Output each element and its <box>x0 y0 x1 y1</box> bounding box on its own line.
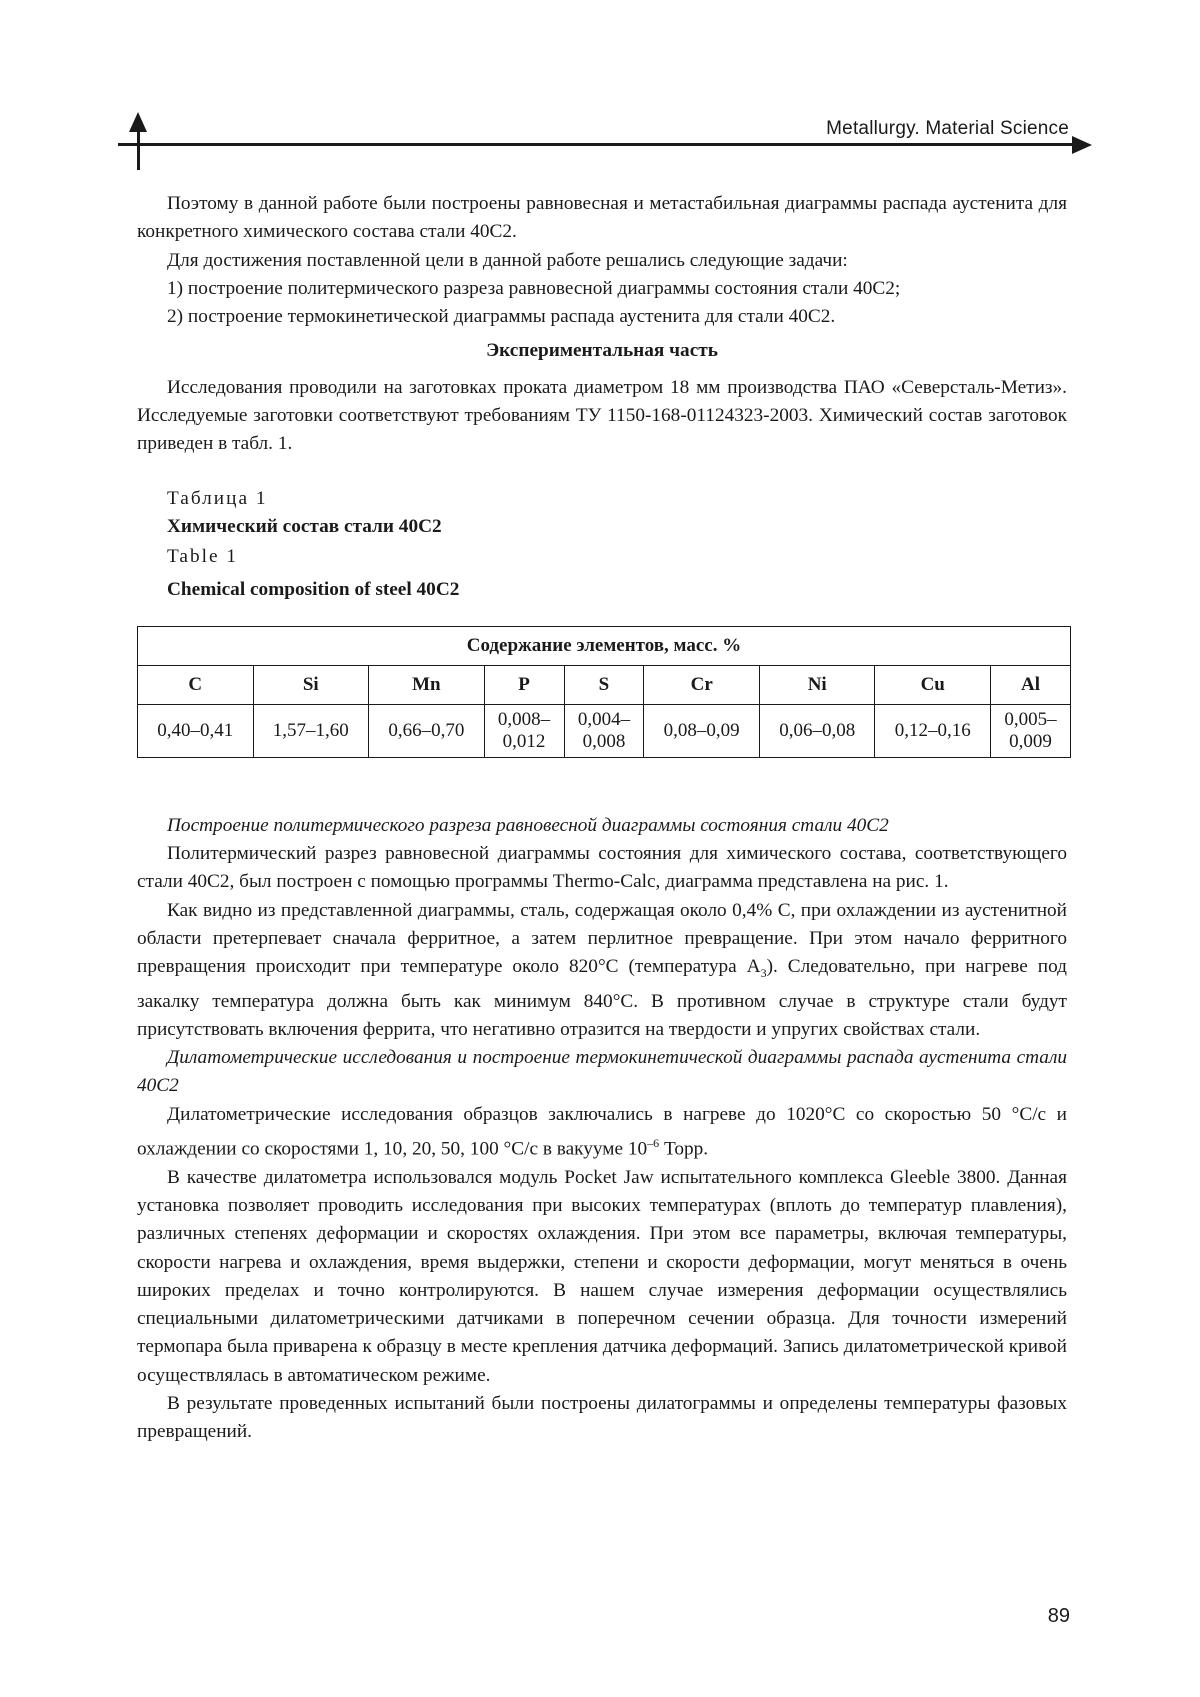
table-group-header: Содержание элементов, масс. % <box>138 626 1071 665</box>
paragraph-text: ). Следовательно, при нагреве под закалку температура должна быть как минимум 840°С. В противном случае в структуре стали будут присутствовать включения феррита, что негативно отразится на твердости и упругих свойствах стали. <box>137 956 1067 1040</box>
paragraph: Политермический разрез равновесной диаграммы состояния для химического состава, соответствующего стали 40С2, был построен с помощью программы Thermo-Calc, диаграмма представлена на рис. 1. <box>137 843 1067 893</box>
paragraph-text: Торр. <box>659 1138 709 1160</box>
paragraph <box>137 1101 1067 1164</box>
table-label-ru: Таблица 1 <box>167 487 268 509</box>
superscript: –6 <box>647 1135 660 1150</box>
paragraph-text: Как видно из представленной диаграммы, сталь, содержащая около 0,4% С, при охлаждении из аустенитной области претерпевает сначала ферритное, а затем перлитное превращение. При этом начало ферритного превращения происходит при температуре около 820°С (температура А <box>137 899 1067 978</box>
journal-section-title: Metallurgy. Material Science <box>826 118 1069 139</box>
table-group-header-row <box>138 626 1071 665</box>
table-cell: 0,004– 0,008 <box>564 704 644 757</box>
column-header: P <box>484 665 564 704</box>
composition-table <box>137 626 1071 758</box>
table-header-row <box>138 665 1071 704</box>
column-header: Ni <box>759 665 875 704</box>
header-rule <box>118 143 1073 146</box>
table-cell: 1,57–1,60 <box>253 704 369 757</box>
subscript: 3 <box>760 966 767 981</box>
paragraph: Для достижения поставленной цели в данной работе решались следующие задачи: <box>167 249 848 271</box>
column-header: Mn <box>369 665 485 704</box>
table-caption-en: Chemical composition of steel 40С2 <box>167 578 460 600</box>
header-vertical-rule <box>137 128 140 170</box>
article-body <box>137 190 1067 1447</box>
table-cell: 0,06–0,08 <box>759 704 875 757</box>
list-item: 1) построение политермического разреза равновесной диаграммы состояния стали 40С2; <box>167 277 901 299</box>
column-header: Si <box>253 665 369 704</box>
table-cell: 0,12–0,16 <box>875 704 991 757</box>
column-header: S <box>564 665 644 704</box>
column-header: Cr <box>644 665 760 704</box>
section-heading: Экспериментальная часть <box>486 340 718 362</box>
table-cell: 0,005– 0,009 <box>991 704 1071 757</box>
subsection-heading: Дилатометрические исследования и построение термокинетической диаграммы распада аустенита стали 40С2 <box>137 1047 1067 1097</box>
table-cell: 0,66–0,70 <box>369 704 485 757</box>
table-cell: 0,008– 0,012 <box>484 704 564 757</box>
table-row <box>138 704 1071 757</box>
page-number: 89 <box>1047 1605 1070 1627</box>
running-header <box>0 0 1200 180</box>
paragraph: В результате проведенных испытаний были построены дилатограммы и определены температуры фазовых превращений. <box>137 1393 1067 1443</box>
paragraph-text: Дилатометрические исследования образцов заключались в нагреве до 1020°С со скоростью 50 °С/с и охлаждении со скоростями 1, 10, 20, 50, 100 °С/с в вакууме 10 <box>137 1103 1067 1160</box>
table-cell: 0,40–0,41 <box>138 704 254 757</box>
column-header: C <box>138 665 254 704</box>
subsection-heading: Построение политермического разреза равновесной диаграммы состояния стали 40С2 <box>167 814 889 836</box>
list-item: 2) построение термокинетической диаграммы распада аустенита для стали 40С2. <box>167 306 836 328</box>
table-caption-ru: Химический состав стали 40С2 <box>167 515 442 537</box>
arrow-up-icon <box>129 112 147 132</box>
paragraph <box>137 897 1067 1044</box>
arrow-right-icon <box>1072 136 1092 154</box>
table-label-en: Table 1 <box>167 546 239 568</box>
column-header: Cu <box>875 665 991 704</box>
paragraph: Поэтому в данной работе были построены равновесная и метастабильная диаграммы распада аустенита для конкретного химического состава стали 40С2. <box>137 193 1067 243</box>
table-cell: 0,08–0,09 <box>644 704 760 757</box>
paragraph: В качестве дилатометра использовался модуль Pocket Jaw испытательного комплекса Gleeble 3800. Данная установка позволяет проводить исследования при высоких температурах (вплоть до температур плавления), различных степенях деформации и скоростях охлаждения. При этом все параметры, включая температуры, скорости нагрева и охлаждения, время выдержки, степени и скорости деформации, могут меняться в очень широких пределах и точно контролируются. В нашем случае измерения деформации осуществлялись специальными дилатометрическими датчиками в поперечном сечении образца. Для точности измерений термопара была приварена к образцу в месте крепления датчика деформаций. Запись дилатометрической кривой осуществлялась в автоматическом режиме. <box>137 1166 1067 1386</box>
paragraph: Исследования проводили на заготовках проката диаметром 18 мм производства ПАО «Северсталь-Метиз». Исследуемые заготовки соответствуют требованиям ТУ 1150-168-01124323-2003. Химический состав заготовок приведен в табл. 1. <box>137 376 1067 455</box>
column-header: Al <box>991 665 1071 704</box>
